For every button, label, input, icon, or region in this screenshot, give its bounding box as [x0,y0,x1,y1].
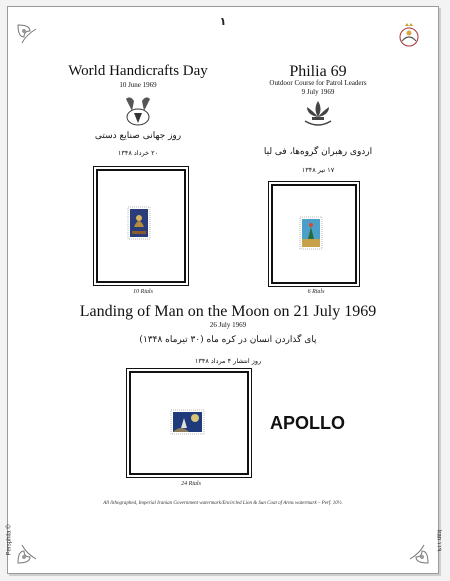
corner-ornament-icon [16,23,42,49]
moon-persian-date: روز انتشار ۴ مرداد ۱۳۴۸ [194,357,262,365]
left-persian-title: روز جهانی صنایع دستی [94,131,182,141]
moon-date: 26 July 1969 [209,321,247,329]
moon-value-caption: 24 Rials [181,481,201,487]
right-value-caption: 6 Rials [307,289,325,295]
right-subtitle: Outdoor Course for Patrol Leaders [269,79,367,87]
side-right-label: Iran ۱۱۹ [435,529,442,552]
left-value-caption: 10 Rials [133,289,153,295]
left-stamp-image [128,207,150,239]
moon-stamp-image [171,410,204,434]
corner-ornament-icon [404,539,430,565]
album-page [6,6,442,574]
apollo-logo-icon [270,407,345,437]
right-title: Philia 69 [289,63,347,80]
lion-and-sun-emblem-icon [394,21,424,51]
right-persian-title: اردوی رهبران گروه‌ها، فی لیا [263,147,373,157]
footer-note: All lithographed, Imperial Iranian Government watermark/Encircled Lion & Sun Coat of Arms watermark – Perf. 10½. [103,501,343,506]
right-persian-date: ۱۷ تیر ۱۳۴۸ [301,166,335,174]
right-stamp-image [300,217,322,249]
moon-title: Landing of Man on the Moon on 21 July 1969 [79,303,377,320]
left-persian-date: ۲۰ خرداد ۱۳۴۸ [117,149,159,157]
right-date: 9 July 1969 [301,88,335,96]
handicraft-birds-emblem-icon [120,93,156,127]
left-title: World Handicrafts Day [68,63,208,79]
apollo-logo-text: APOLLO [270,413,345,433]
page-number: ۱ [219,15,227,28]
left-date: 10 June 1969 [119,81,157,89]
side-left-label: Persphila © [6,524,13,556]
moon-persian-title: پای گذاردن انسان در کره ماه (۳۰ تیرماه ۱۳۴۸) [139,335,317,345]
corner-ornament-icon [16,539,42,565]
scout-fleur-de-lis-emblem-icon [301,99,335,133]
